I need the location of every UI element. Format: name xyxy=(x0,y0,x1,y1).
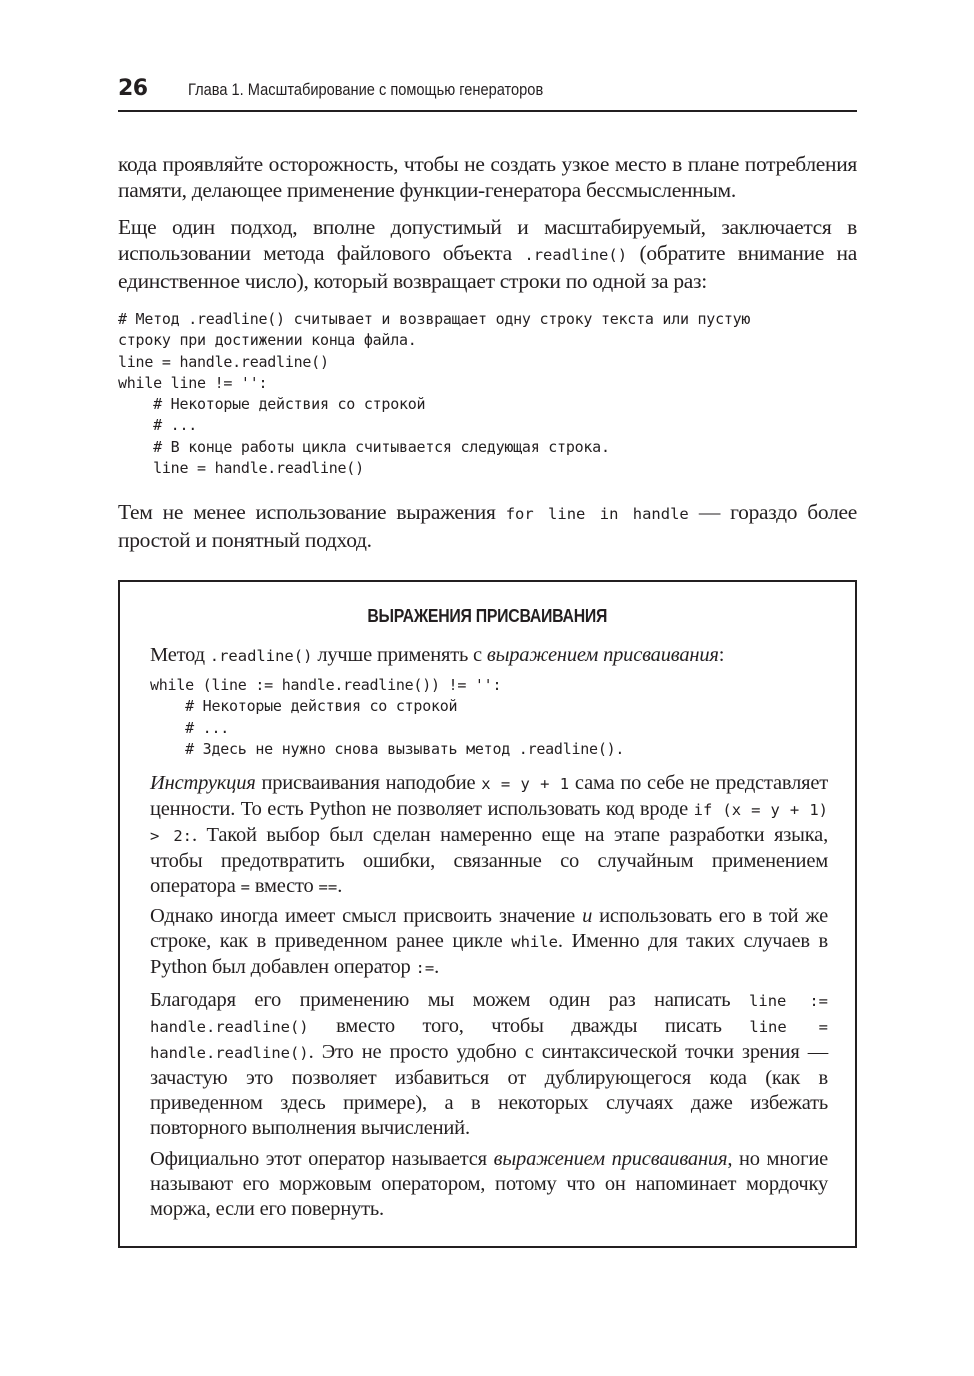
paragraph-readline-approach: Еще один подход, вполне допустимый и масштабируемый, заключается в использовании метода файлового объекта .readline() (обратите внимание на единственное число), который возвращает строки по одной за раз: xyxy=(118,215,858,293)
page-number: 26 xyxy=(118,76,148,101)
code-block-readline-loop: # Метод .readline() считывает и возвращает одну строку текста или пустую строку при достижении конца файла. line = handle.readline() while line != '': # Некоторые действия со строкой # ... # В конце работы цикла считывается следующая строка. line = handle.readline() xyxy=(118,310,751,478)
inline-code: .readline() xyxy=(524,246,628,264)
paragraph-memory-warning: кода проявляйте осторожность, чтобы не создать узкое место в плане потребления памяти, делающее применение функции-генератора бессмысленным. xyxy=(118,152,857,202)
sidebar-paragraph-benefits: Благодаря его применению мы можем один раз написать line := handle.readline() вместо того, чтобы дважды писать line = handle.readline(). Это не просто удобно с синтаксической точки зрения — зачастую это позволяет избавиться от дублирующегося кода (как в приведенном здесь примере), а в некоторых случаях даже избежать повторного выполнения вычислений. xyxy=(150,989,828,1139)
sidebar-intro: Метод .readline() лучше применять с выражением присваивания: xyxy=(150,644,725,666)
sidebar-paragraph-walrus-name: Официально этот оператор называется выражением присваивания, но многие называют его моржовым оператором, потому что он напоминает мордочку моржа, если его повернуть. xyxy=(150,1148,828,1220)
sidebar-box-assignment-expressions xyxy=(118,580,857,1248)
sidebar-paragraph-walrus-added: Однако иногда имеет смысл присвоить значение и использовать его в той же строке, как в приведенном ранее цикле while. Именно для таких случаев в Python был добавлен оператор :=. xyxy=(150,905,828,978)
paragraph-for-loop: Тем не менее использование выражения for line in handle — гораздо более простой и понятный подход. xyxy=(118,500,857,552)
chapter-title: Глава 1. Масштабирование с помощью генераторов xyxy=(188,80,544,99)
running-head xyxy=(118,74,857,112)
sidebar-title: ВЫРАЖЕНИЯ ПРИСВАИВАНИЯ xyxy=(367,606,608,626)
sidebar-paragraph-instruction: Инструкция присваивания наподобие x = y + 1 сама по себе не представляет ценности. То есть Python не позволяет использовать код вроде if (x = y + 1) > 2:. Такой выбор был сделан намеренно еще на этапе разработки языка, чтобы предотвратить ошибки, связанные со случайным применением оператора = вместо ==. xyxy=(150,772,828,897)
sidebar-code-block: while (line := handle.readline()) != '': # Некоторые действия со строкой # ... # Здесь не нужно снова вызывать метод .readline(). xyxy=(150,676,625,758)
inline-code: .readline() xyxy=(209,647,313,665)
inline-code: for line in handle xyxy=(505,505,689,523)
